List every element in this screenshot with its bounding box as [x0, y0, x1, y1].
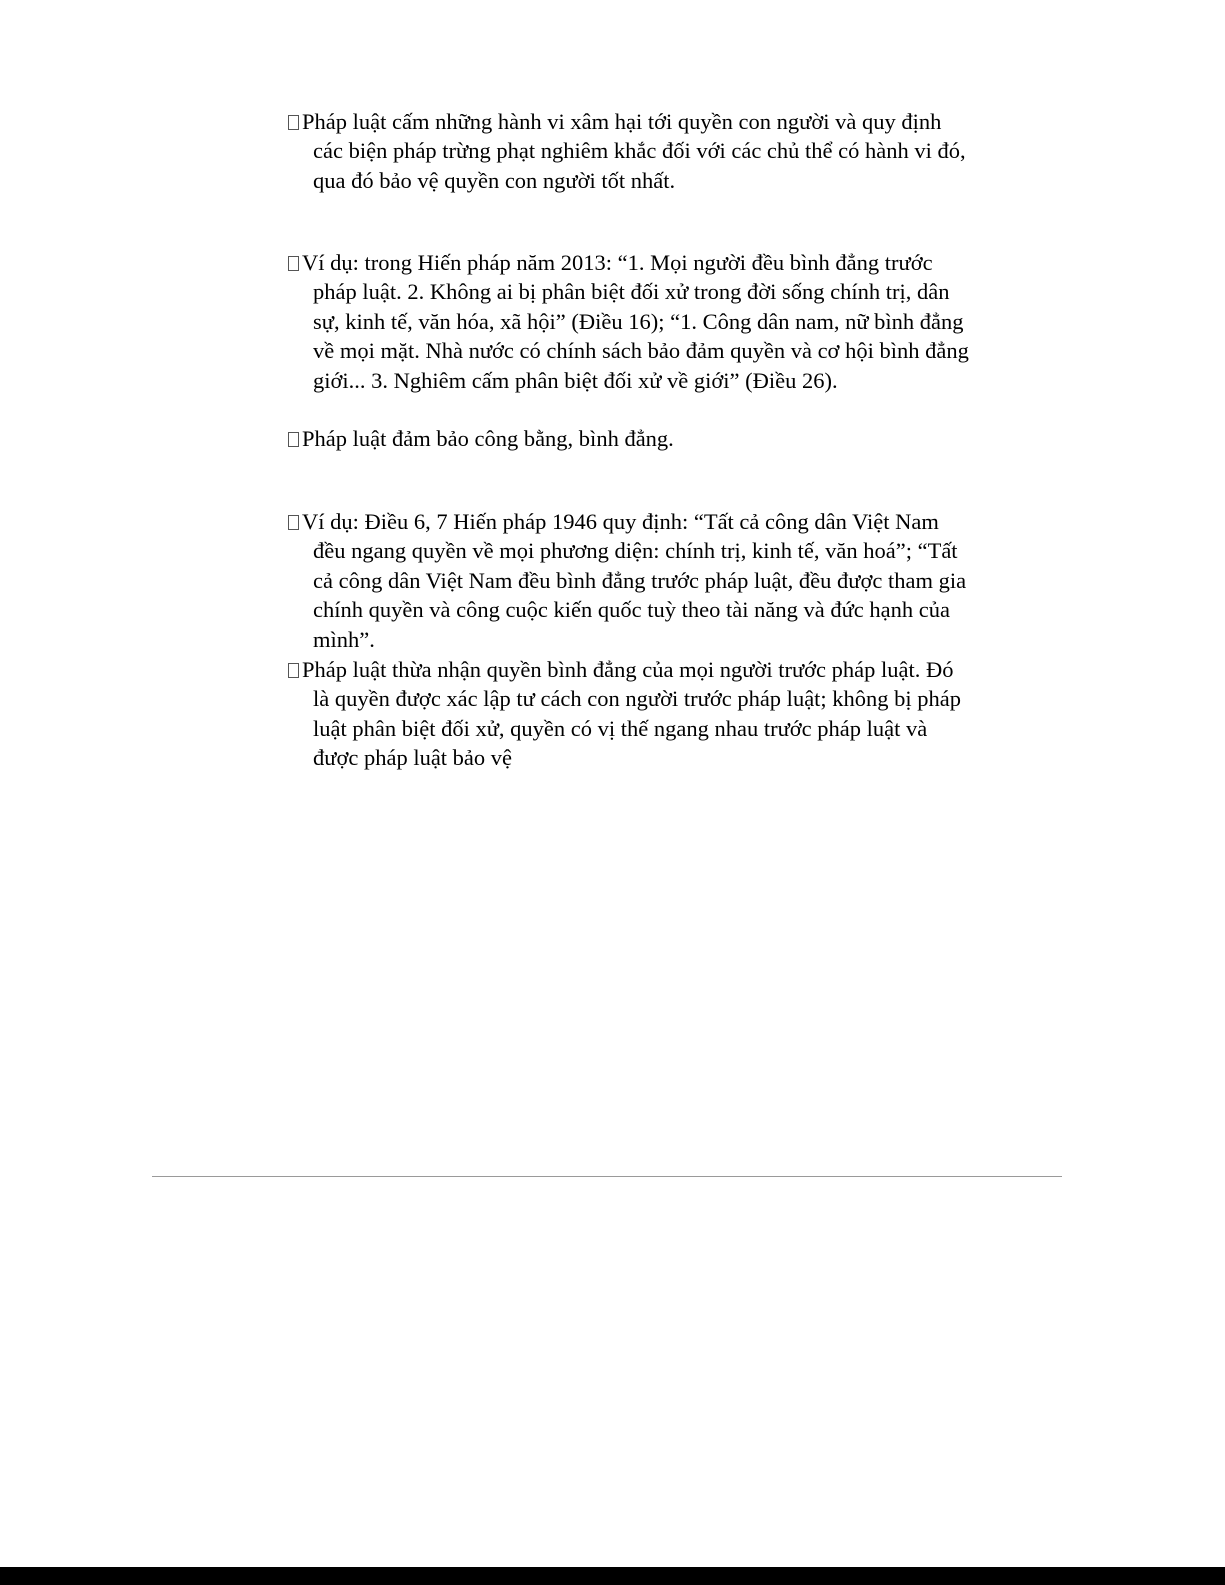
square-bullet-icon — [288, 515, 299, 530]
square-bullet-icon — [288, 663, 299, 678]
square-bullet-icon — [288, 432, 299, 447]
paragraph-law-ensures-equality — [288, 424, 973, 453]
paragraph-text: Ví dụ: Điều 6, 7 Hiến pháp 1946 quy định: “Tất cả công dân Việt Nam đều ngang quyền về mọi phương diện: chính trị, kinh tế, văn hoá”; “Tất cả công dân Việt Nam đều bình đẳng trước pháp luật, đều được tham gia chính quyền và công cuộc kiến quốc tuỳ theo tài năng và đức hạnh của mình”. — [302, 509, 967, 652]
paragraph-text: Pháp luật đảm bảo công bằng, bình đẳng. — [302, 426, 674, 451]
square-bullet-icon — [288, 256, 299, 271]
paragraph-example-constitution-1946 — [288, 507, 973, 654]
paragraph-text: Pháp luật cấm những hành vi xâm hại tới quyền con người và quy định các biện pháp trừng phạt nghiêm khắc đối với các chủ thể có hành vi đó, qua đó bảo vệ quyền con người tốt nhất. — [302, 109, 966, 193]
paragraph-law-recognizes-equal-rights — [288, 655, 973, 773]
paragraph-law-prohibits-violations — [288, 107, 973, 195]
page-divider — [152, 1176, 1062, 1177]
page-bottom-edge — [0, 1567, 1225, 1585]
paragraph-text: Ví dụ: trong Hiến pháp năm 2013: “1. Mọi người đều bình đẳng trước pháp luật. 2. Không ai bị phân biệt đối xử trong đời sống chính trị, dân sự, kinh tế, văn hóa, xã hội” (Điều 16); “1. Công dân nam, nữ bình đẳng về mọi mặt. Nhà nước có chính sách bảo đảm quyền và cơ hội bình đẳng giới... 3. Nghiêm cấm phân biệt đối xử về giới” (Điều 26). — [302, 250, 969, 393]
paragraph-example-constitution-2013 — [288, 248, 973, 395]
paragraph-text: Pháp luật thừa nhận quyền bình đẳng của mọi người trước pháp luật. Đó là quyền được xác lập tư cách con người trước pháp luật; không bị pháp luật phân biệt đối xử, quyền có vị thế ngang nhau trước pháp luật và được pháp luật bảo vệ — [302, 657, 962, 771]
square-bullet-icon — [288, 115, 299, 130]
